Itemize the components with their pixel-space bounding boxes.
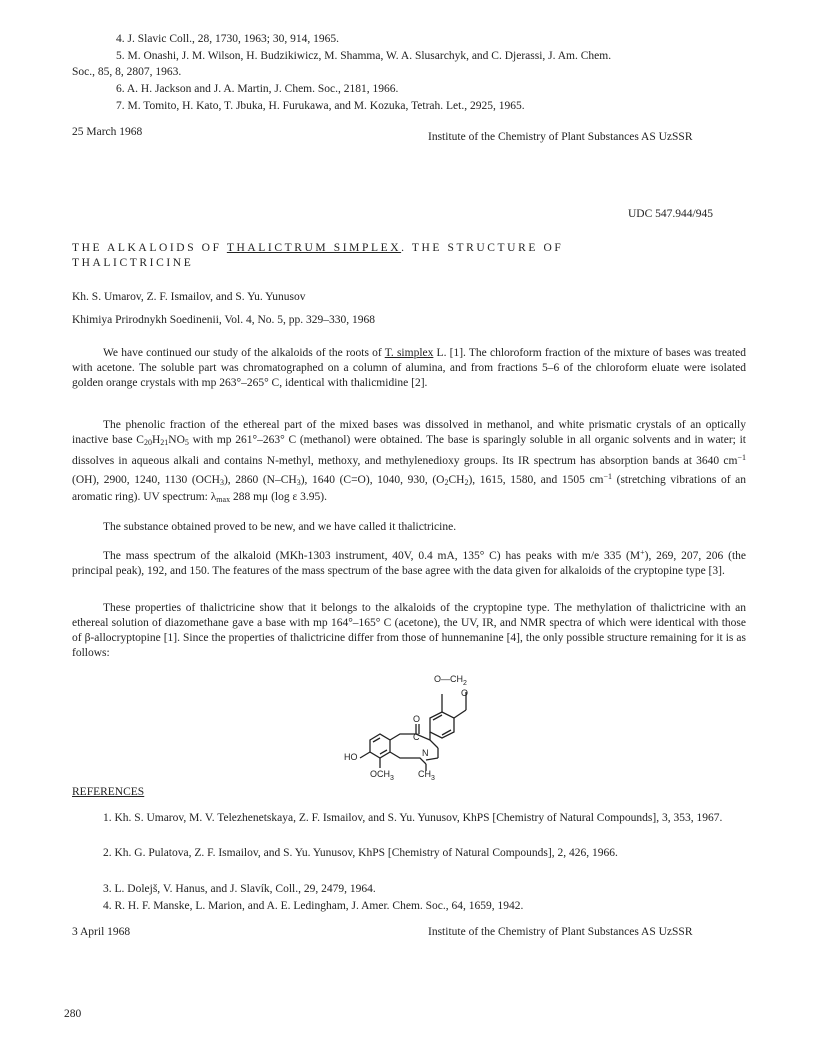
para2-sub: 3 (296, 478, 301, 487)
ho-label: HO (344, 752, 358, 762)
title-prefix: THE ALKALOIDS OF (72, 242, 227, 254)
institute-2: Institute of the Chemistry of Plant Substances AS UzSSR (428, 926, 693, 938)
para2-text-i: 288 mμ (log ε 3.95). (230, 491, 327, 503)
ten-membered-ring-bottom (390, 752, 426, 764)
carbonyl-c-label: C (413, 732, 420, 742)
paragraph-3: The substance obtained proved to be new, and we have called it thalictricine. (103, 521, 457, 533)
o-ch2-label: $O—CH_2$ (434, 674, 467, 687)
reference-3: 3. L. Dolejš, V. Hanus, and J. Slavík, Coll., 29, 2479, 1964. (103, 883, 376, 895)
para2-sup: −1 (603, 472, 613, 481)
article-title-line2: THALICTRICINE (72, 257, 194, 269)
paragraph-1 (72, 346, 746, 391)
top-reference-5: 5. M. Onashi, J. M. Wilson, H. Budzikiwicz, M. Shamma, W. A. Slusarchyk, and C. Djerassi, J. Am. Chem. (116, 50, 612, 62)
received-date-1: 25 March 1968 (72, 126, 143, 138)
para2-sub: 5 (184, 438, 189, 447)
para4-sup: + (640, 548, 645, 557)
para1-text-a: We have continued our study of the alkaloids of the roots of (103, 347, 385, 359)
paragraph-2 (72, 418, 746, 507)
para2-sub: 21 (160, 438, 169, 447)
para2-text-h: (stretching vibrations of an aromatic ring). UV spectrum: λ (72, 474, 746, 503)
received-date-2: 3 April 1968 (72, 926, 131, 938)
journal-citation: Khimiya Prirodnykh Soedinenii, Vol. 4, No. 5, pp. 329–330, 1968 (72, 314, 376, 326)
page-number: 280 (64, 1008, 82, 1020)
para2-sup: −1 (737, 453, 746, 462)
para2-text: NO (168, 434, 185, 446)
references-heading: REFERENCES (72, 786, 145, 798)
para2-sub: 2 (444, 478, 449, 487)
para2-text-e: ), 1640 (C=O), 1040, 930, (O (300, 474, 445, 486)
top-reference-5-cont: Soc., 85, 8, 2807, 1963. (72, 66, 182, 78)
reference-4: 4. R. H. F. Manske, L. Marion, and A. E. Ledingham, J. Amer. Chem. Soc., 64, 1659, 1942. (103, 900, 524, 912)
para4-text-b: ), 269, 207, 206 (the principal peak), 192, and 150. The features of the mass spectrum of the base agree with the data given for alkaloids of the cryptopine type [3]. (72, 550, 746, 577)
n-label: N (422, 748, 429, 758)
para2-text-f: CH (448, 474, 465, 486)
para2-sub: max (216, 495, 231, 504)
para2-text-d: ), 2860 (N–CH (223, 474, 297, 486)
para2-sub: 20 (143, 438, 152, 447)
paragraph-5: These properties of thalictricine show that it belongs to the alkaloids of the cryptopine type. The methylation of thalictricine with an ethereal solution of diazomethane gave a base with mp 164°–165° C (acetone), the UV, IR, and NMR spectra of which were identical with those of β-allocryptopine [1]. Since the properties of thalictricine differ from those of hunnemanine [4], the only possible structure remaining for it is as follows: (72, 602, 746, 659)
carbonyl-o-label: O (413, 714, 421, 724)
top-reference-4: 4. J. Slavic Coll., 28, 1730, 1963; 30, 914, 1965. (116, 33, 339, 45)
authors: Kh. S. Umarov, Z. F. Ismailov, and S. Yu. Yunusov (72, 291, 306, 303)
paragraph-4 (72, 545, 746, 579)
para2-text-c: (OH), 2900, 1240, 1130 (OCH (72, 474, 220, 486)
top-reference-7: 7. M. Tomito, H. Kato, T. Jbuka, H. Furukawa, and M. Kozuka, Tetrah. Let., 2925, 1965. (116, 100, 525, 112)
n-ch3-label: $CH_3$ (418, 769, 435, 780)
reference-1: 1. Kh. S. Umarov, M. V. Telezhenetskaya, Z. F. Ismailov, and S. Yu. Yunusov, KhPS [Chemistry of Natural Compounds], 3, 353, 1967. (103, 812, 723, 824)
right-benzene-ring (430, 712, 454, 738)
reference-2: 2. Kh. G. Pulatova, Z. F. Ismailov, and S. Yu. Yunusov, KhPS [Chemistry of Natural Compounds], 2, 426, 1966. (103, 847, 618, 859)
left-benzene-ring (370, 734, 390, 758)
title-suffix: . THE STRUCTURE OF (401, 242, 564, 254)
para1-text-b: L. [1]. The chloroform fraction of the mixture of bases was treated with acetone. The soluble part was chromatographed on a column of alumina, and from fractions 5–6 of the chloroform eluate were isolated golden orange crystals with mp 263°–265° C, identical with thalicmidine [2]. (72, 347, 746, 389)
article-title (72, 241, 563, 256)
och3-label: $OCH_3$ (370, 769, 394, 780)
udc-code: UDC 547.944/945 (628, 208, 713, 220)
para1-species: T. simplex (384, 347, 434, 359)
para2-text-g: ), 1615, 1580, and 1505 cm (468, 474, 604, 486)
para2-sub: 2 (464, 478, 469, 487)
para4-text-a: The mass spectrum of the alkaloid (MKh-1303 instrument, 40V, 0.4 mA, 135° C) has peaks with m/e 335 (M (103, 550, 641, 562)
o-label: O (461, 688, 469, 698)
para2-sub: 3 (219, 478, 224, 487)
para2-text-a: The phenolic fraction of the ethereal part of the mixed bases was dissolved in methanol, and white prismatic crystals of an optically inactive base C (72, 419, 746, 446)
para2-text-b: with mp 261°–263° C (methanol) were obtained. The base is sparingly soluble in all organic solvents and in water; it dissolves in aqueous alkali and contains N-methyl, methoxy, and methylenedioxy groups. Its IR spectrum has absorption bands at 3640 cm (72, 434, 746, 467)
institute-1: Institute of the Chemistry of Plant Substances AS UzSSR (428, 131, 693, 143)
para2-text: H (151, 434, 161, 446)
thalictricine-structure (330, 668, 500, 780)
top-reference-6: 6. A. H. Jackson and J. A. Martin, J. Chem. Soc., 2181, 1966. (116, 83, 399, 95)
title-species: THALICTRUM SIMPLEX (226, 242, 402, 254)
